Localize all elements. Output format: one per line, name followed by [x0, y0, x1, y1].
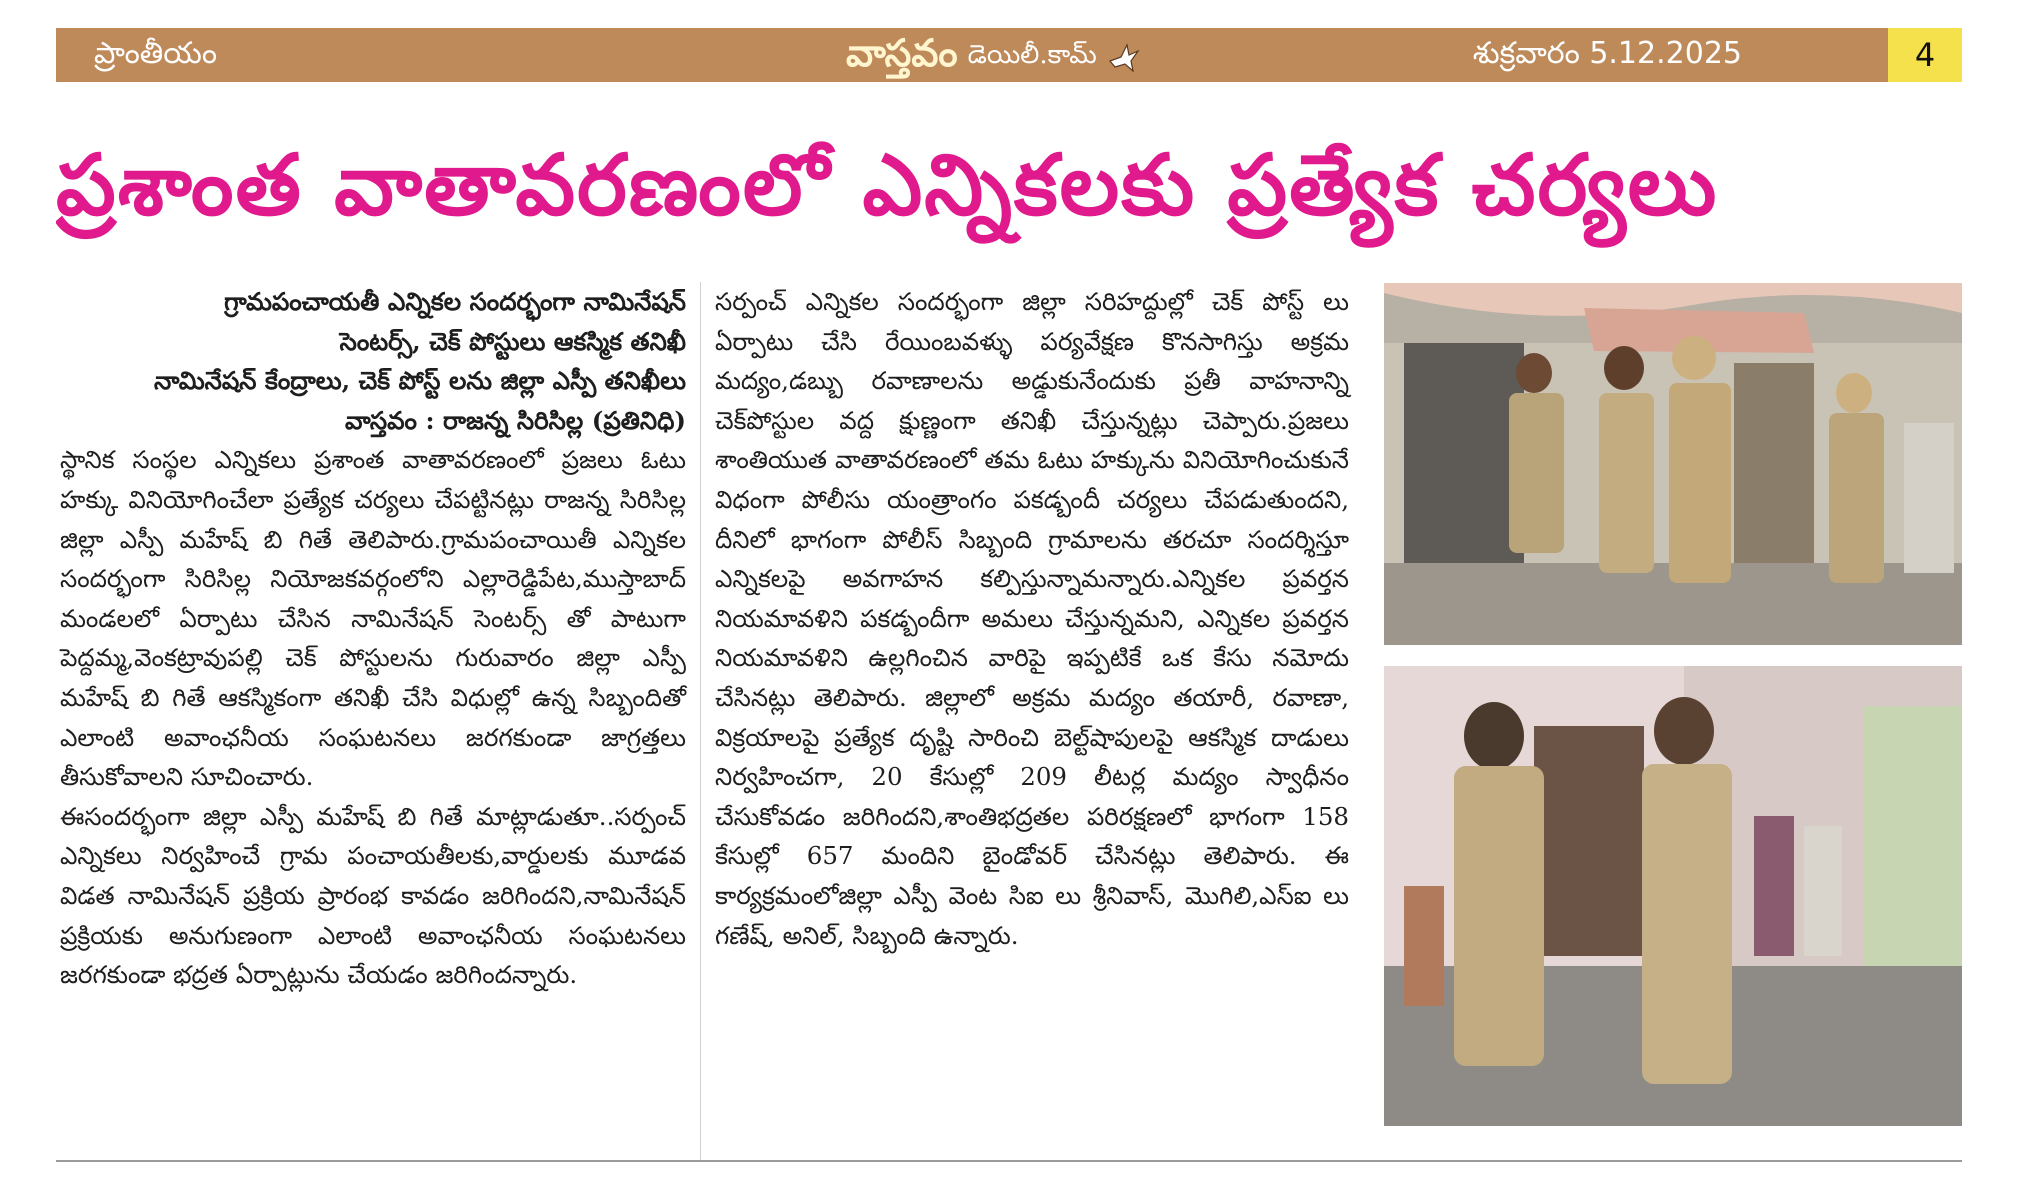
- article-column-2: [715, 282, 1349, 955]
- photo-checkpost-inspection: [1384, 283, 1962, 645]
- paragraph: సర్పంచ్ ఎన్నికల సందర్భంగా జిల్లా సరిహద్దుల్లో చెక్ పోస్ట్ లు ఏర్పాటు చేసి రేయింబవళ్ళు పర్యవేక్షణ కొనసాగిస్తు అక్రమ మద్యం,డబ్బు రవాణాలను అడ్డుకునేందుకు ప్రతీ వాహనాన్ని చెక్‌పోస్టుల వద్ద క్షుణ్ణంగా తనిఖీ చేస్తున్నట్లు చెప్పారు.ప్రజలు శాంతియుత వాతావరణంలో తమ ఓటు హక్కును వినియోగించుకునే విధంగా పోలీసు యంత్రాంగం పకడ్బందీ చర్యలు చేపడుతుందని, దీనిలో భాగంగా పోలీస్ సిబ్బంది గ్రామాలను తరచూ సందర్శిస్తూ ఎన్నికలపై అవగాహన కల్పిస్తున్నామన్నారు.ఎన్నికల ప్రవర్తన నియమావళిని పకడ్బందీగా అమలు చేస్తున్నమని, ఎన్నికల ప్రవర్తన నియమావళిని ఉల్లగించిన వారిపై ఇప్పటికే ఒక కేసు నమోదు చేసినట్లు తెలిపారు. జిల్లాలో అక్రమ మద్యం తయారీ, రవాణా, విక్రయాలపై ప్రత్యేక దృష్టి సారించి బెల్ట్‌షాపులపై ఆకస్మిక దాడులు నిర్వహించగా, 20 కేసుల్లో 209 లీటర్ల మద్యం స్వాధీనం చేసుకోవడం జరిగిందని,శాంతిభద్రతల పరిరక్షణలో భాగంగా 158 కేసుల్లో 657 మందిని బైండోవర్ చేసినట్లు తెలిపారు. ఈ కార్యక్రమంలోజిల్లా ఎస్పీ వెంట సిఐ లు శ్రీనివాస్, మొగిలి,ఎస్ఐ లు గణేష్, అనిల్, సిబ్బంది ఉన్నారు.: [715, 287, 1349, 950]
- section-name: ప్రాంతీయం: [94, 36, 218, 71]
- subheadings: [60, 282, 686, 440]
- website-name: డెయిలీ.కామ్: [967, 39, 1097, 70]
- photo-nomination-illustration: [1384, 666, 1962, 1126]
- subheading: నామినేషన్ కేంద్రాలు, చెక్ పోస్ట్ లను జిల్లా ఎస్పీ తనిఖీలు: [154, 366, 686, 396]
- paragraph: ఈసందర్భంగా జిల్లా ఎస్పీ మహేష్ బి గితే మాట్లాడుతూ..సర్పంచ్ ఎన్నికలు నిర్వహించే గ్రామ పంచాయతీలకు,వార్డులకు మూడవ విడత నామినేషన్ ప్రక్రియ ప్రారంభ కావడం జరిగిందని,నామినేషన్ ప్రక్రియకు అనుగుణంగా ఎలాంటి అవాంఛనీయ సంఘటనలు జరగకుండా భద్రత ఏర్పాట్లును చేయడం జరిగిందన్నారు.: [60, 801, 686, 990]
- subheading: గ్రామపంచాయతీ ఎన్నికల సందర్భంగా నామినేషన్: [224, 287, 686, 316]
- issue-date: శుక్రవారం 5.12.2025: [1472, 36, 1742, 71]
- masthead: [846, 30, 1141, 85]
- bottom-rule: [56, 1160, 1962, 1162]
- header-band: [56, 28, 1962, 82]
- column-divider: [700, 282, 701, 1162]
- paper-name: వాస్తవం: [846, 30, 958, 75]
- photo-nomination-center-inspection: [1384, 666, 1962, 1126]
- subheading: సెంటర్స్, చెక్ పోస్టులు ఆకస్మిక తనిఖీ: [339, 326, 686, 356]
- body-text-column-2: [715, 282, 1349, 955]
- paragraph: స్థానిక సంస్థల ఎన్నికలు ప్రశాంత వాతావరణంలో ప్రజలు ఓటు హక్కు వినియోగించేలా ప్రత్యేక చర్యలు చేపట్టినట్లు రాజన్న సిరిసిల్ల జిల్లా ఎస్పీ మహేష్ బి గితే తెలిపారు.గ్రామపంచాయితీ ఎన్నికల సందర్భంగా సిరిసిల్ల నియోజకవర్గంలోని ఎల్లారెడ్డిపేట,ముస్తాబాద్ మండలలో ఏర్పాటు చేసిన నామినేషన్ సెంటర్స్ తో పాటుగా పెద్దమ్మ,వెంకట్రావుపల్లి చెక్ పోస్టులను గురువారం జిల్లా ఎస్పీ మహేష్ బి గితే ఆకస్మికంగా తనిఖీ చేసి విధుల్లో ఉన్న సిబ్బందితో ఎలాంటి అవాంఛనీయ సంఘటనలు జరగకుండా జాగ్రత్తలు తీసుకోవాలని సూచించారు.: [60, 445, 686, 792]
- dateline: వాస్తవం : రాజన్న సిరిసిల్ల (ప్రతినిధి): [344, 405, 686, 435]
- bird-logo-icon: [1107, 41, 1141, 75]
- page-number: 4: [1888, 28, 1962, 82]
- article-column-1: [60, 282, 686, 995]
- photo-checkpost-illustration: [1384, 283, 1962, 645]
- body-text-column-1: [60, 440, 686, 994]
- headline: ప్రశాంత వాతావరణంలో ఎన్నికలకు ప్రత్యేక చర్యలు: [56, 136, 1719, 234]
